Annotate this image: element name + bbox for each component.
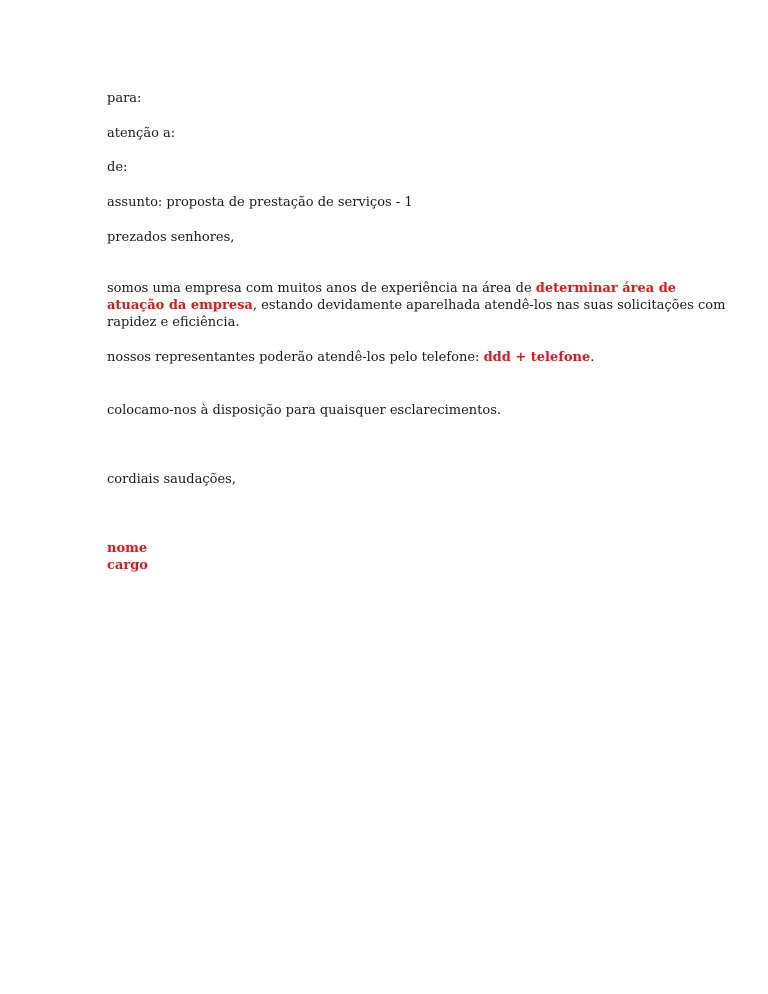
body-paragraph-2 xyxy=(107,349,594,366)
body-paragraph-1-line-2 xyxy=(107,297,726,314)
to-label: para: xyxy=(107,91,142,106)
business-area-placeholder-2: atuação da empresa xyxy=(107,298,253,313)
attention-label: atenção a: xyxy=(107,126,176,141)
phone-placeholder: ddd + telefone xyxy=(483,350,591,365)
body-paragraph-1 xyxy=(107,280,726,331)
business-area-placeholder-1: determinar área de xyxy=(535,281,677,296)
body-paragraph-3: colocamo-nos à disposição para quaisquer esclarecimentos. xyxy=(107,403,501,418)
closing: cordiais saudações, xyxy=(107,472,236,487)
body-paragraph-1-line-1 xyxy=(107,280,677,297)
salutation: prezados senhores, xyxy=(107,230,235,245)
signature-name: nome xyxy=(107,541,148,556)
from-label: de: xyxy=(107,160,128,175)
body1-text-2: , estando devidamente aparelhada atendê-los nas suas solicitações com xyxy=(252,298,726,313)
body2-end: . xyxy=(590,350,595,365)
body1-text-1: somos uma empresa com muitos anos de experiência na área de xyxy=(107,281,536,296)
body-paragraph-1-line-3: rapidez e eficiência. xyxy=(107,315,240,330)
signature-title: cargo xyxy=(107,558,148,573)
subject-line: assunto: proposta de prestação de serviços - 1 xyxy=(107,195,413,210)
body2-text: nossos representantes poderão atendê-los pelo telefone: xyxy=(107,350,484,365)
